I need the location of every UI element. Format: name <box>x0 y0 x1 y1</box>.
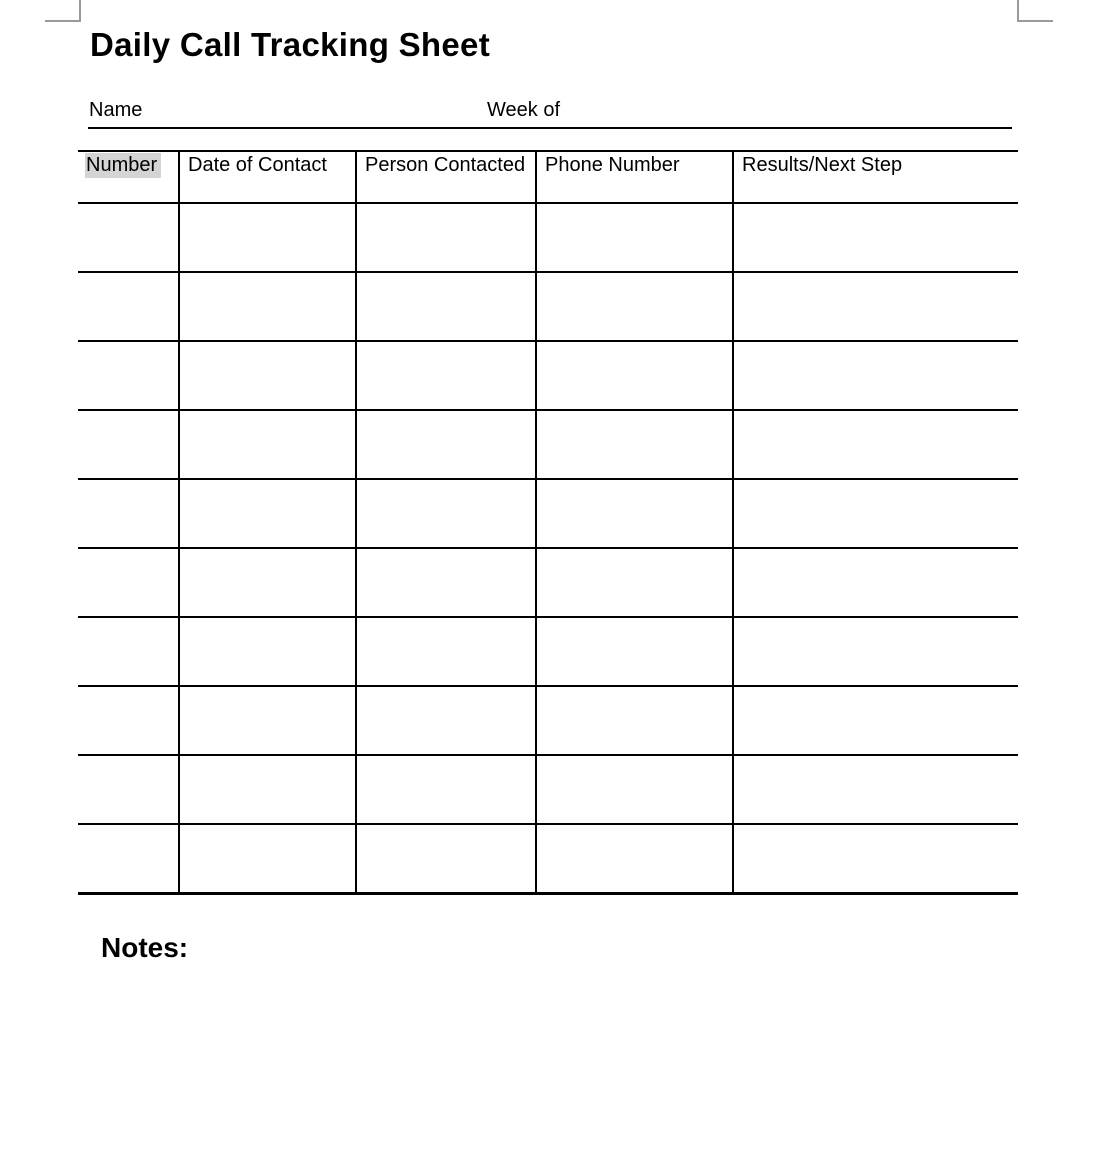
table-cell <box>78 755 179 824</box>
table-cell <box>356 548 536 617</box>
table-row <box>78 617 1018 686</box>
crop-mark-top-right <box>1017 0 1053 22</box>
table-cell <box>356 272 536 341</box>
table-cell <box>733 341 1018 410</box>
table-cell <box>536 341 733 410</box>
page-title: Daily Call Tracking Sheet <box>90 26 490 63</box>
table-header-row <box>78 151 1018 203</box>
table-cell <box>536 686 733 755</box>
column-header-person-contacted: Person Contacted <box>356 151 536 203</box>
table-cell <box>536 479 733 548</box>
table-cell <box>78 617 179 686</box>
table-cell <box>733 824 1018 894</box>
table-cell <box>356 341 536 410</box>
notes-label: Notes: <box>101 932 189 963</box>
table-row <box>78 272 1018 341</box>
table-cell <box>733 272 1018 341</box>
table-cell <box>179 410 356 479</box>
table-row <box>78 479 1018 548</box>
table-cell <box>733 479 1018 548</box>
table-cell <box>78 410 179 479</box>
column-header-results-next-step: Results/Next Step <box>733 151 1018 203</box>
table-cell <box>179 341 356 410</box>
table-cell <box>536 272 733 341</box>
crop-mark-top-left <box>45 0 81 22</box>
table-cell <box>356 755 536 824</box>
column-header-date-of-contact: Date of Contact <box>179 151 356 203</box>
table-cell <box>356 686 536 755</box>
table-cell <box>78 548 179 617</box>
table-cell <box>536 617 733 686</box>
table-cell <box>536 755 733 824</box>
table-cell <box>733 203 1018 272</box>
table-cell <box>78 341 179 410</box>
column-header-phone-number: Phone Number <box>536 151 733 203</box>
table-cell <box>536 410 733 479</box>
table-cell <box>356 617 536 686</box>
table-cell <box>733 548 1018 617</box>
table-cell <box>536 824 733 894</box>
table-cell <box>536 203 733 272</box>
call-tracking-table <box>78 150 1018 895</box>
table-cell <box>733 617 1018 686</box>
name-field-label: Name <box>89 99 143 121</box>
table-cell <box>179 617 356 686</box>
table-cell <box>733 755 1018 824</box>
table-cell <box>356 203 536 272</box>
table-cell <box>179 272 356 341</box>
table-cell <box>179 824 356 894</box>
table-cell <box>78 686 179 755</box>
table-cell <box>733 410 1018 479</box>
table-row <box>78 686 1018 755</box>
table-cell <box>179 203 356 272</box>
table-cell <box>78 203 179 272</box>
table-cell <box>356 410 536 479</box>
table-cell <box>356 479 536 548</box>
table-cell <box>733 686 1018 755</box>
table-cell <box>78 479 179 548</box>
week-of-field-label: Week of <box>487 99 560 121</box>
table-body <box>78 203 1018 894</box>
table-cell <box>536 548 733 617</box>
name-week-underline <box>88 127 1012 129</box>
table-cell <box>179 755 356 824</box>
table-row <box>78 755 1018 824</box>
table-row <box>78 203 1018 272</box>
table-cell <box>356 824 536 894</box>
table-cell <box>179 686 356 755</box>
table-row <box>78 410 1018 479</box>
table-row <box>78 341 1018 410</box>
table-cell <box>179 548 356 617</box>
table-cell <box>78 824 179 894</box>
column-header-number: Number <box>78 151 179 203</box>
table-cell <box>179 479 356 548</box>
table-cell <box>78 272 179 341</box>
table-row <box>78 548 1018 617</box>
table-row <box>78 824 1018 894</box>
